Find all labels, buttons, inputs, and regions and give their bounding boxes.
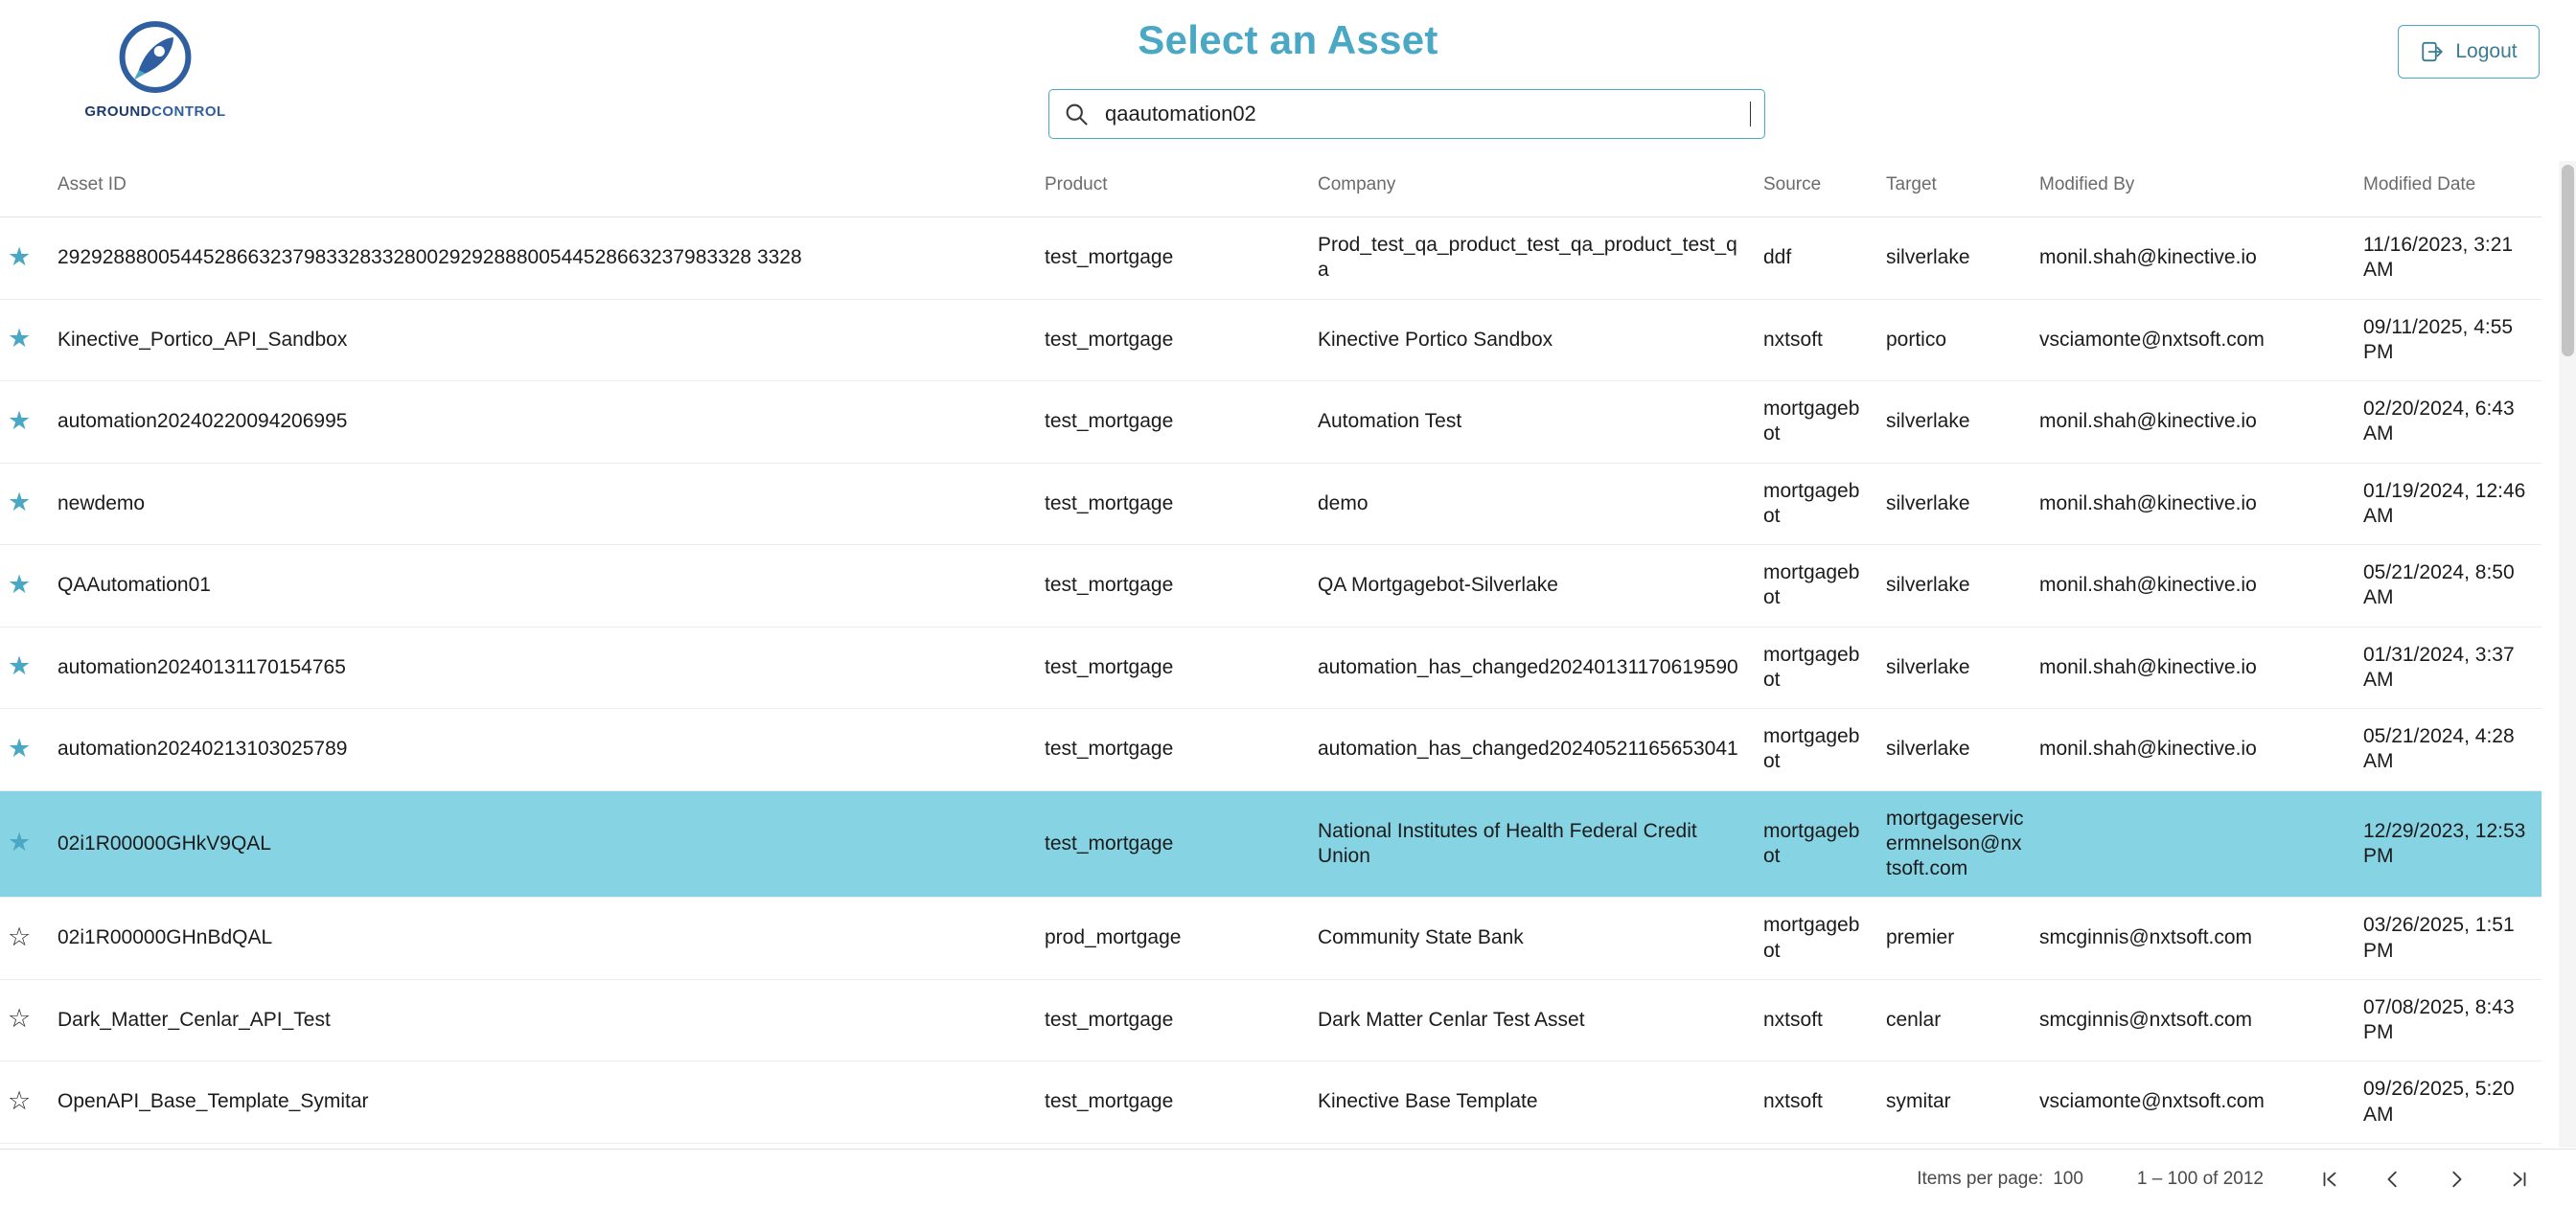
next-page-button[interactable] [2444,1167,2469,1192]
cell-asset-id: 02i1R00000GHkV9QAL [50,790,1037,898]
favorite-star-cell[interactable] [0,1143,50,1148]
pagination-controls [2317,1167,2532,1192]
cell-source: nxtsoft [1756,979,1878,1061]
column-header-asset-id[interactable]: Asset ID [50,161,1037,217]
cell-product: test_mortgage [1037,979,1310,1061]
cell-product: test_mortgage [1037,299,1310,381]
cell-asset-id: QAAutomation01 [50,545,1037,627]
cell-modified-date: 09/26/2025, 5:20 AM [2356,1061,2542,1144]
text-cursor [1750,102,1752,126]
cell-asset-id: Kinective_Portico_API_Sandbox [50,299,1037,381]
table-row[interactable] [0,627,2542,709]
table-footer [0,1149,2576,1208]
cell-asset-id: 02i1R00000GHnBdQAL [50,898,1037,980]
cell-modified-by [2032,790,2356,898]
cell-modified-date: 05/21/2024, 4:28 AM [2356,709,2542,791]
cell-target: symitar [1878,1061,2032,1144]
star-filled-icon[interactable]: ★ [8,324,32,353]
star-outline-icon[interactable]: ☆ [8,1085,32,1115]
star-filled-icon[interactable]: ★ [8,651,32,681]
favorite-star-cell[interactable] [0,299,50,381]
cell-modified-by: vsciamonte@nxtsoft.com [2032,1061,2356,1144]
favorite-star-cell[interactable] [0,979,50,1061]
pagination-range-label: 1 – 100 of 2012 [2136,1168,2264,1189]
table-row[interactable] [0,545,2542,627]
cell-asset-id: automation20240220094206995 [50,381,1037,464]
cell-asset-id: automation20240213103025789 [50,709,1037,791]
cell-product: test_mortgage [1037,790,1310,898]
cell-company [1310,1143,1756,1148]
last-page-icon [2509,1169,2530,1190]
cell-company: QA Mortgagebot-Silverlake [1310,545,1756,627]
cell-target: silverlake [1878,627,2032,709]
star-filled-icon[interactable]: ★ [8,405,32,435]
cell-modified-date: 03/26/2025, 1:51 PM [2356,898,2542,980]
cell-product: test_mortgage [1037,1061,1310,1144]
cell-modified-date: 09/11/2025, 4:55 PM [2356,299,2542,381]
table-row[interactable] [0,1061,2542,1144]
cell-target: silverlake [1878,463,2032,545]
page-header [0,0,2576,161]
favorite-star-cell[interactable] [0,790,50,898]
previous-page-button[interactable] [2380,1167,2405,1192]
vertical-scrollbar-thumb[interactable] [2562,165,2574,356]
favorite-star-cell[interactable] [0,217,50,300]
column-header-modified-by[interactable]: Modified By [2032,161,2356,217]
cell-modified-date: 12/29/2023, 12:53 PM [2356,790,2542,898]
logo-wordmark [84,103,225,120]
cell-asset-id: 29292888005445286632379833283328002929288800544528663237983328 3328 [50,217,1037,300]
cell-source: mortgagebot [1756,790,1878,898]
cell-company: automation_has_changed20240131170619590 [1310,627,1756,709]
table-row[interactable] [0,381,2542,464]
cell-asset-id: newdemo [50,463,1037,545]
cell-target: silverlake [1878,381,2032,464]
star-outline-icon[interactable]: ☆ [8,922,32,951]
cell-modified-date [2356,1143,2542,1148]
table-body [0,217,2542,1149]
cell-modified-date: 05/21/2024, 8:50 AM [2356,545,2542,627]
cell-modified-by: smcginnis@nxtsoft.com [2032,898,2356,980]
cell-asset-id [50,1143,1037,1148]
star-filled-icon[interactable]: ★ [8,733,32,763]
cell-target: cenlar [1878,979,2032,1061]
cell-modified-by: monil.shah@kinective.io [2032,545,2356,627]
asset-table [0,161,2542,1148]
cell-source: nxtsoft [1756,299,1878,381]
cell-product [1037,1143,1310,1148]
cell-product: test_mortgage [1037,627,1310,709]
next-page-icon [2446,1169,2467,1190]
table-row[interactable] [0,1143,2542,1148]
last-page-button[interactable] [2507,1167,2532,1192]
cell-company: Prod_test_qa_product_test_qa_product_test_qa [1310,217,1756,300]
cell-asset-id: OpenAPI_Base_Template_Symitar [50,1061,1037,1144]
column-header-target[interactable]: Target [1878,161,2032,217]
cell-modified-by: monil.shah@kinective.io [2032,381,2356,464]
cell-modified-date: 11/16/2023, 3:21 AM [2356,217,2542,300]
cell-source [1756,1143,1878,1148]
table-row[interactable] [0,463,2542,545]
cell-target: mortgageservicermnelson@nxtsoft.com [1878,790,2032,898]
cell-company: Automation Test [1310,381,1756,464]
table-header-row [0,161,2542,217]
favorite-star-cell[interactable] [0,545,50,627]
logout-label: Logout [2455,40,2518,62]
star-filled-icon[interactable]: ★ [8,488,32,517]
cell-source: nxtsoft [1756,1061,1878,1144]
asset-table-container[interactable] [0,161,2576,1148]
cell-company: Kinective Base Template [1310,1061,1756,1144]
column-header-modified-date[interactable]: Modified Date [2356,161,2542,217]
cell-modified-date: 01/31/2024, 3:37 AM [2356,627,2542,709]
logo-text-control: CONTROL [151,103,226,120]
table-row[interactable] [0,709,2542,791]
favorite-star-cell[interactable] [0,709,50,791]
cell-target: portico [1878,299,2032,381]
cell-source: mortgagebot [1756,709,1878,791]
logout-button[interactable] [2398,25,2540,79]
favorite-star-cell[interactable] [0,898,50,980]
cell-target: premier [1878,898,2032,980]
cell-target [1878,1143,2032,1148]
table-row[interactable] [0,898,2542,980]
logout-icon [2420,39,2445,64]
cell-product: test_mortgage [1037,381,1310,464]
cell-product: test_mortgage [1037,463,1310,545]
column-header-source[interactable]: Source [1756,161,1878,217]
cell-company: Community State Bank [1310,898,1756,980]
cell-modified-date: 07/08/2025, 8:43 PM [2356,979,2542,1061]
cell-source: mortgagebot [1756,545,1878,627]
cell-asset-id: automation20240131170154765 [50,627,1037,709]
cell-target: silverlake [1878,545,2032,627]
logo-text-ground: GROUND [84,103,151,120]
favorite-star-cell[interactable] [0,463,50,545]
search-input[interactable] [1103,101,1752,127]
cell-source: mortgagebot [1756,463,1878,545]
cell-modified-by: monil.shah@kinective.io [2032,627,2356,709]
cell-modified-by: vsciamonte@nxtsoft.com [2032,299,2356,381]
cell-modified-by [2032,1143,2356,1148]
first-page-icon [2319,1169,2340,1190]
table-row[interactable] [0,299,2542,381]
items-per-page-value[interactable]: 100 [2053,1168,2083,1189]
cell-source: ddf [1756,217,1878,300]
star-filled-icon[interactable]: ★ [8,241,32,271]
cell-source: mortgagebot [1756,898,1878,980]
favorite-star-cell[interactable] [0,1061,50,1144]
cell-company: National Institutes of Health Federal Credit Union [1310,790,1756,898]
cell-modified-by: monil.shah@kinective.io [2032,709,2356,791]
column-header-company[interactable]: Company [1310,161,1756,217]
favorite-star-cell[interactable] [0,627,50,709]
search-icon [1063,101,1090,127]
cell-company: automation_has_changed20240521165653041 [1310,709,1756,791]
previous-page-icon [2382,1169,2404,1190]
cell-target: silverlake [1878,709,2032,791]
first-page-button[interactable] [2317,1167,2342,1192]
cell-product: test_mortgage [1037,709,1310,791]
star-filled-icon[interactable]: ★ [8,569,32,599]
table-row[interactable] [0,979,2542,1061]
cell-modified-date: 02/20/2024, 6:43 AM [2356,381,2542,464]
star-outline-icon[interactable]: ☆ [8,1004,32,1034]
items-per-page[interactable] [1917,1169,2083,1190]
cell-modified-date: 01/19/2024, 12:46 AM [2356,463,2542,545]
page-title: Select an Asset [1138,17,1438,62]
cell-source: mortgagebot [1756,627,1878,709]
cell-asset-id: Dark_Matter_Cenlar_API_Test [50,979,1037,1061]
column-header-product[interactable]: Product [1037,161,1310,217]
cell-product: prod_mortgage [1037,898,1310,980]
table-row[interactable] [0,790,2542,898]
cell-company: demo [1310,463,1756,545]
cell-modified-by: smcginnis@nxtsoft.com [2032,979,2356,1061]
cell-modified-by: monil.shah@kinective.io [2032,217,2356,300]
cell-target: silverlake [1878,217,2032,300]
table-row[interactable] [0,217,2542,300]
cell-source: mortgagebot [1756,381,1878,464]
column-header-favorite [0,161,50,217]
favorite-star-cell[interactable] [0,381,50,464]
cell-company: Dark Matter Cenlar Test Asset [1310,979,1756,1061]
star-filled-icon[interactable]: ★ [8,828,32,857]
cell-modified-by: monil.shah@kinective.io [2032,463,2356,545]
cell-product: test_mortgage [1037,545,1310,627]
search-box[interactable] [1048,89,1765,139]
items-per-page-label: Items per page: [1917,1168,2044,1189]
cell-product: test_mortgage [1037,217,1310,300]
cell-company: Kinective Portico Sandbox [1310,299,1756,381]
